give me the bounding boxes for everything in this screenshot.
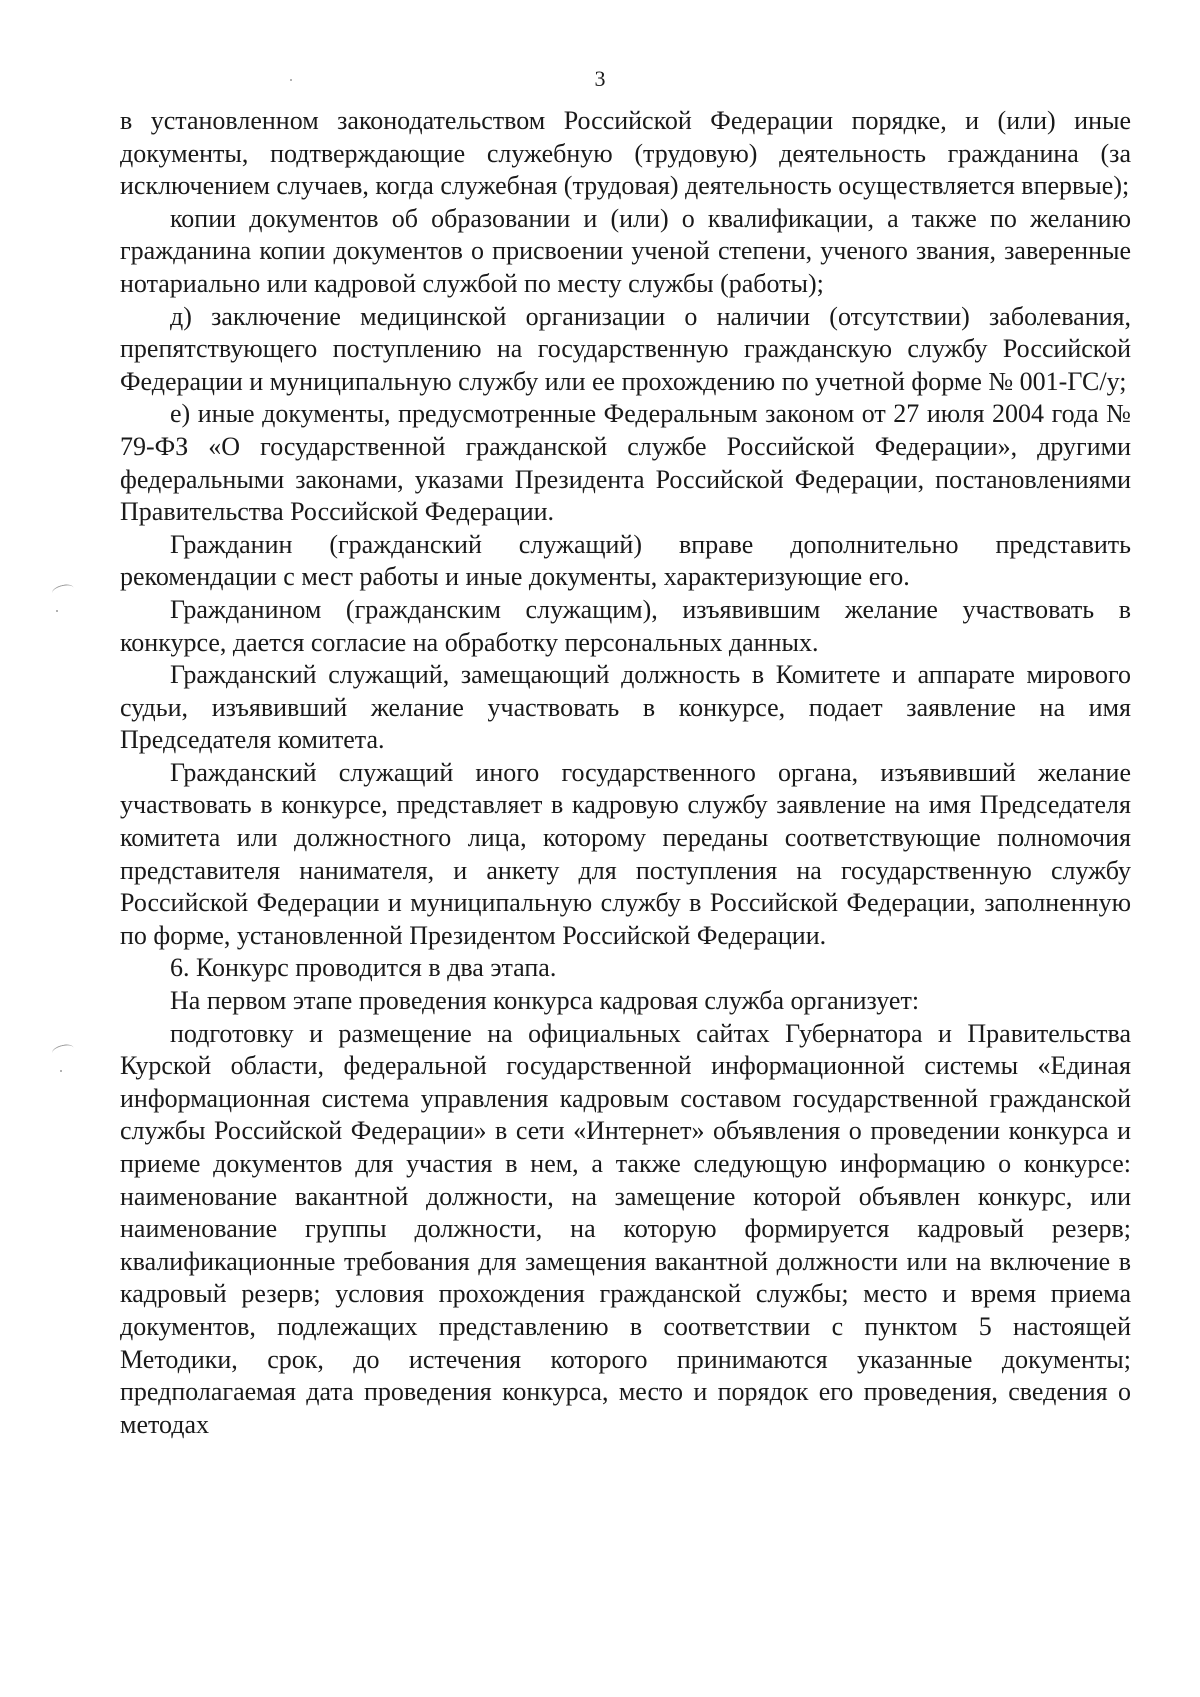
scan-margin-mark [51,1043,75,1059]
paragraph-first-stage: На первом этапе проведения конкурса кадровая служба организует: [170,986,920,1016]
paragraph-personal-data-consent: Гражданином (гражданским служащим), изъявившим желание участвовать в конкурсе, дается согласие на обработку персональных данных. [120,594,1131,657]
scan-speck [60,1070,62,1072]
paragraph-item-d: д) заключение медицинской организации о наличии (отсутствии) заболевания, препятствующего поступлению на государственную гражданскую службу Российской Федерации и муниципальную службу или ее прохождению по учетной форме № 001-ГС/у; [120,301,1131,396]
paragraph-announcement-preparation: подготовку и размещение на официальных сайтах Губернатора и Правительства Курской области, федеральной государственной информационной системы «Единая информационная система управления кадровым составом государственной гражданской службы Российской Федерации» в сети «Интернет» объявления о проведении конкурса и приеме документов для участия в нем, а также следующую информацию о конкурсе: наименование вакантной должности, на замещение которой объявлен конкурс, или наименование группы должности, на которую формируется кадровый резерв; квалификационные требования для замещения вакантной должности или на включение в кадровый резерв; условия прохождения гражданской службы; место и время приема документов, подлежащих представлению в соответствии с пунктом 5 настоящей Методики, срок, до истечения которого принимаются указанные документы; предполагаемая дата проведения конкурса, место и порядок его проведения, сведения о методах [120,1018,1131,1439]
paragraph-committee-employee: Гражданский служащий, замещающий должность в Комитете и аппарате мирового судьи, изъявивший желание участвовать в конкурсе, подает заявление на имя Председателя комитета. [120,660,1131,755]
paragraph-education-documents: копии документов об образовании и (или) о квалификации, а также по желанию гражданина копии документов о присвоении ученой степени, ученого звания, заверенные нотариально или кадровой службой по месту службы (работы); [120,203,1131,298]
scan-speck [56,610,58,612]
paragraph-recommendations: Гражданин (гражданский служащий) вправе дополнительно представить рекомендации с мест работы и иные документы, характеризующие его. [120,529,1131,592]
paragraph-section-6-heading: 6. Конкурс проводится в два этапа. [170,953,557,983]
page-number: 3 [594,66,606,91]
paragraph-other-agency-employee: Гражданский служащий иного государственного органа, изъявивший желание участвовать в конкурсе, представляет в кадровую службу заявление на имя Председателя комитета или должностного лица, которому переданы соответствующие полномочия представителя нанимателя, и анкету для поступления на государственную службу Российской Федерации и муниципальную службу в Российской Федерации, заполненную по форме, установленной Президентом Российской Федерации. [120,757,1131,950]
scan-margin-mark [51,583,75,599]
body-text [120,105,1131,1441]
paragraph-item-e: е) иные документы, предусмотренные Федеральным законом от 27 июля 2004 года № 79-ФЗ «О государственной гражданской службе Российской Федерации», другими федеральными законами, указами Президента Российской Федерации, постановлениями Правительства Российской Федерации. [120,399,1131,527]
paragraph-continuation: в установленном законодательством Российской Федерации порядке, и (или) иные документы, подтверждающие служебную (трудовую) деятельность гражданина (за исключением случаев, когда служебная (трудовая) деятельность осуществляется впервые); [120,106,1131,201]
